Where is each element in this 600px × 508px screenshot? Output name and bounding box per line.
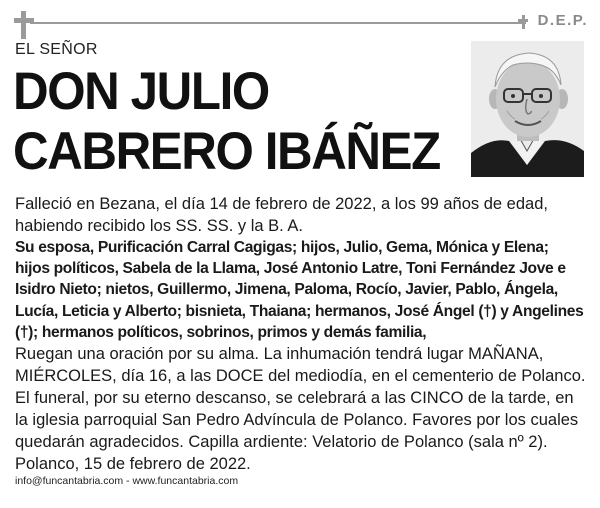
deceased-name [13,62,441,182]
family-paragraph: Su esposa, Purificación Carral Cagigas; hijos, Julio, Gema, Mónica y Elena; hijos políticos, Sabela de la Llama, José Antonio Latre, Toni Fernández Jove e Isidro Nieto; nietos, Guillermo, Jimena, Paloma, Rocío, Javier, Pablo, Ángela, Lucía, Leticia y Alberto; bisnieta, Thaiana; hermanos, José Ángel (†) y Angelines (†); hermanos políticos, sobrinos, primos y demás familia, [15,239,584,341]
portrait-photo [471,41,584,177]
request-paragraph: Ruegan una oración por su alma. La inhumación tendrá lugar MAÑANA, MIÉRCOLES, día 16, a las DOCE del mediodía, en el cementerio de Polanco. El funeral, por su eterno descanso, se celebrará a las CINCO de la tarde, en la iglesia parroquial San Pedro Advíncula de Polanco. Favores por los cuales quedarán agradecidos. Capilla ardiente: Velatorio de Polanco (sala nº 2). [15,345,586,452]
honorific: EL SEÑOR [15,41,98,58]
dep-label: D.E.P. [537,12,588,29]
place-date: Polanco, 15 de febrero de 2022. [15,455,251,474]
small-cross-icon [518,15,528,29]
intro-paragraph: Falleció en Bezana, el día 14 de febrero de 2022, a los 99 años de edad, habiendo recibido los SS. SS. y la B. A. [15,195,548,235]
name-line-2: CABRERO IBÁÑEZ [13,122,440,181]
cross-icon [14,11,34,39]
notice-body [15,193,587,475]
top-divider [30,22,588,24]
footer-contact: info@funcantabria.com - www.funcantabria.com [15,475,239,487]
portrait-image [471,41,584,177]
name-line-1: DON JULIO [13,62,269,121]
dep-mark [526,12,588,30]
